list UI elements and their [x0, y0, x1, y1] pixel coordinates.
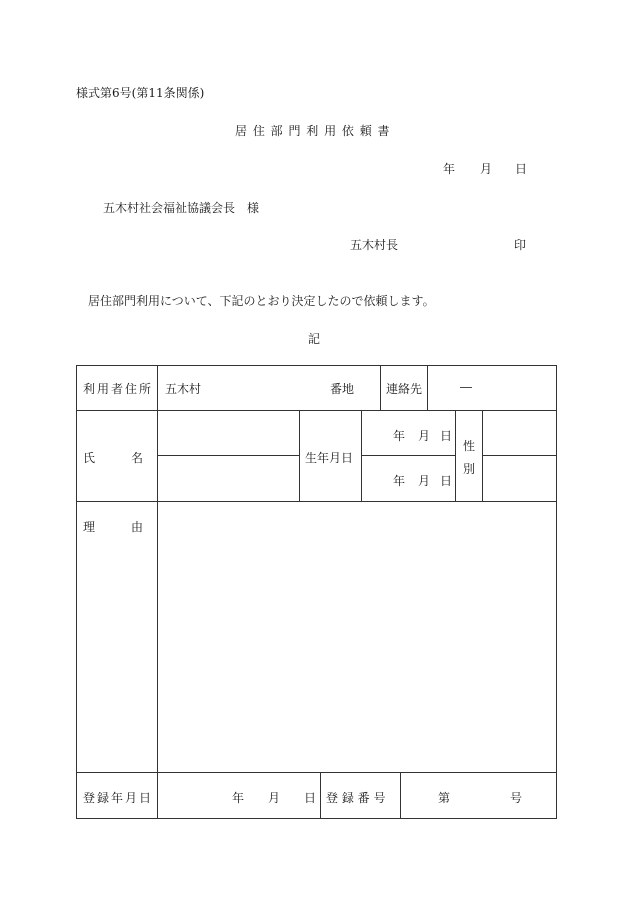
reg-date-year: 年 — [232, 791, 245, 805]
form-number: 様式第6号(第11条関係) — [76, 86, 205, 100]
address-banchi: 番地 — [330, 382, 355, 396]
birth-day: 日 — [440, 429, 453, 443]
col-divider — [427, 365, 428, 410]
table-border-top — [76, 365, 557, 366]
address-village: 五木村 — [165, 382, 202, 396]
sex-field-2[interactable] — [483, 456, 556, 500]
sex-label: 性別 — [462, 439, 475, 476]
addressee: 五木村社会福祉協議会長 様 — [103, 201, 260, 215]
birth-subrow-divider — [361, 455, 455, 456]
ki-heading: 記 — [308, 332, 321, 346]
table-border-bottom — [76, 818, 557, 819]
issue-date-year: 年 — [443, 162, 456, 176]
col-divider — [380, 365, 381, 410]
contact-label: 連絡先 — [386, 382, 423, 396]
name-field-2[interactable] — [158, 456, 298, 500]
reg-date-month: 月 — [268, 791, 281, 805]
request-text: 居住部門利用について、下記のとおり決定したので依頼します。 — [88, 294, 435, 308]
issue-date-day: 日 — [515, 162, 528, 176]
table-border-left — [76, 365, 77, 819]
document-title: 居 住 部 門 利 用 依 頼 書 — [235, 124, 391, 138]
address-label: 利用者住所 — [83, 382, 154, 396]
form-table — [76, 365, 557, 819]
contact-dash: ― — [460, 380, 472, 394]
reg-number-suffix: 号 — [510, 791, 523, 805]
col-divider — [400, 772, 401, 819]
issue-date-month: 月 — [480, 162, 493, 176]
birth-year: 年 — [393, 429, 406, 443]
col-divider — [455, 410, 456, 501]
reg-date-label: 登録年月日 — [83, 791, 154, 805]
reason-label: 理 由 — [83, 520, 144, 534]
col-divider — [320, 772, 321, 819]
birth-month: 月 — [418, 429, 431, 443]
reg-number-prefix: 第 — [438, 791, 451, 805]
sex-field-1[interactable] — [483, 411, 556, 454]
table-border-right — [556, 365, 557, 819]
name-label: 氏 名 — [83, 451, 144, 465]
birth-label: 生年月日 — [305, 451, 354, 465]
reason-field[interactable] — [158, 502, 556, 771]
sender-name: 五木村長 — [350, 238, 399, 252]
seal-mark: 印 — [514, 238, 527, 252]
birth-day: 日 — [440, 474, 453, 488]
row-divider — [76, 772, 557, 773]
reg-number-label: 登 録 番 号 — [326, 791, 386, 805]
reg-date-day: 日 — [304, 791, 317, 805]
col-divider — [299, 410, 300, 501]
birth-year: 年 — [393, 474, 406, 488]
name-field-1[interactable] — [158, 411, 298, 454]
birth-month: 月 — [418, 474, 431, 488]
